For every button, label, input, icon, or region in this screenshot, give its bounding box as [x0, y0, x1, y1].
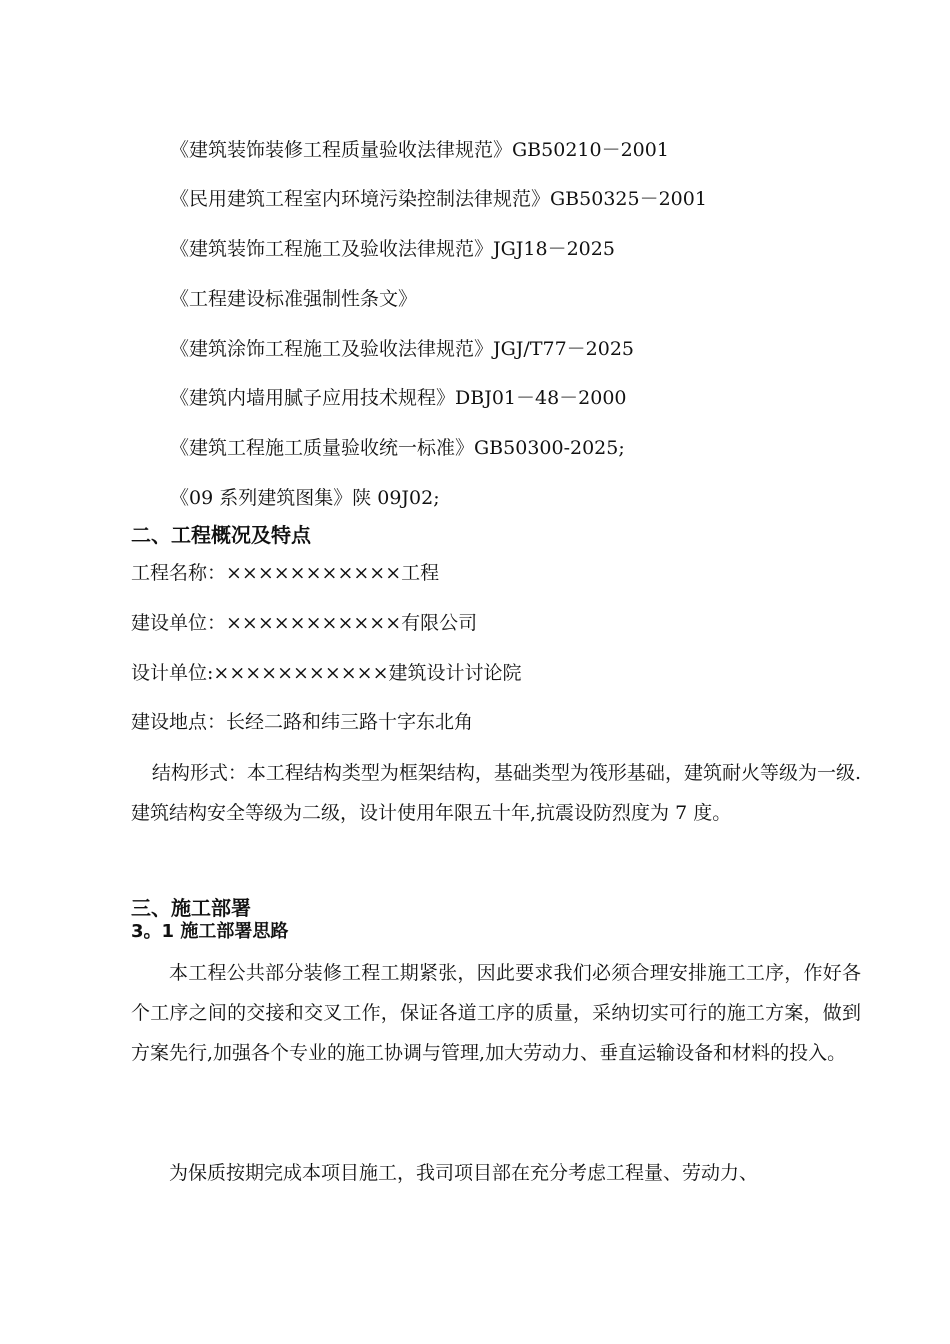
construction-location: 建设地点：长经二路和纬三路十字东北角 [131, 711, 474, 733]
reference-item: 《工程建设标准强制性条文》 [170, 288, 418, 310]
reference-item: 《建筑涂饰工程施工及验收法律规范》JGJ/T77－2025 [170, 338, 635, 360]
design-unit: 设计单位:×××××××××××建筑设计讨论院 [131, 662, 522, 684]
reference-item: 《建筑装饰工程施工及验收法律规范》JGJ18－2025 [170, 238, 615, 260]
structure-paragraph: 结构形式：本工程结构类型为框架结构，基础类型为筏形基础，建筑耐火等级为一级.建筑结构安全等级为二级，设计使用年限五十年,抗震设防烈度为 7 度。 [131, 762, 861, 824]
reference-item: 《09 系列建筑图集》陕 09J02; [170, 487, 440, 509]
reference-item: 《建筑内墙用腻子应用技术规程》DBJ01－48－2000 [170, 387, 627, 409]
section-heading: 二、工程概况及特点 [131, 523, 311, 547]
body-paragraph: 本工程公共部分装修工程工期紧张，因此要求我们必须合理安排施工工序，作好各个工序之间的交接和交叉工作，保证各道工序的质量，采纳切实可行的施工方案，做到方案先行,加强各个专业的施工协调与管理,加大劳动力、垂直运输设备和材料的投入。 [131, 962, 861, 1064]
reference-item: 《民用建筑工程室内环境污染控制法律规范》GB50325－2001 [170, 188, 707, 210]
body-paragraph: 为保质按期完成本项目施工，我司项目部在充分考虑工程量、劳动力、 [169, 1162, 759, 1184]
reference-item: 《建筑工程施工质量验收统一标准》GB50300-2025; [170, 437, 625, 459]
reference-item: 《建筑装饰装修工程质量验收法律规范》GB50210－2001 [170, 139, 669, 161]
owner-unit: 建设单位：×××××××××××有限公司 [131, 612, 478, 634]
project-name: 工程名称：×××××××××××工程 [131, 562, 440, 584]
sub-heading: 3。1 施工部署思路 [131, 921, 289, 942]
section-heading: 三、施工部署 [131, 896, 251, 920]
